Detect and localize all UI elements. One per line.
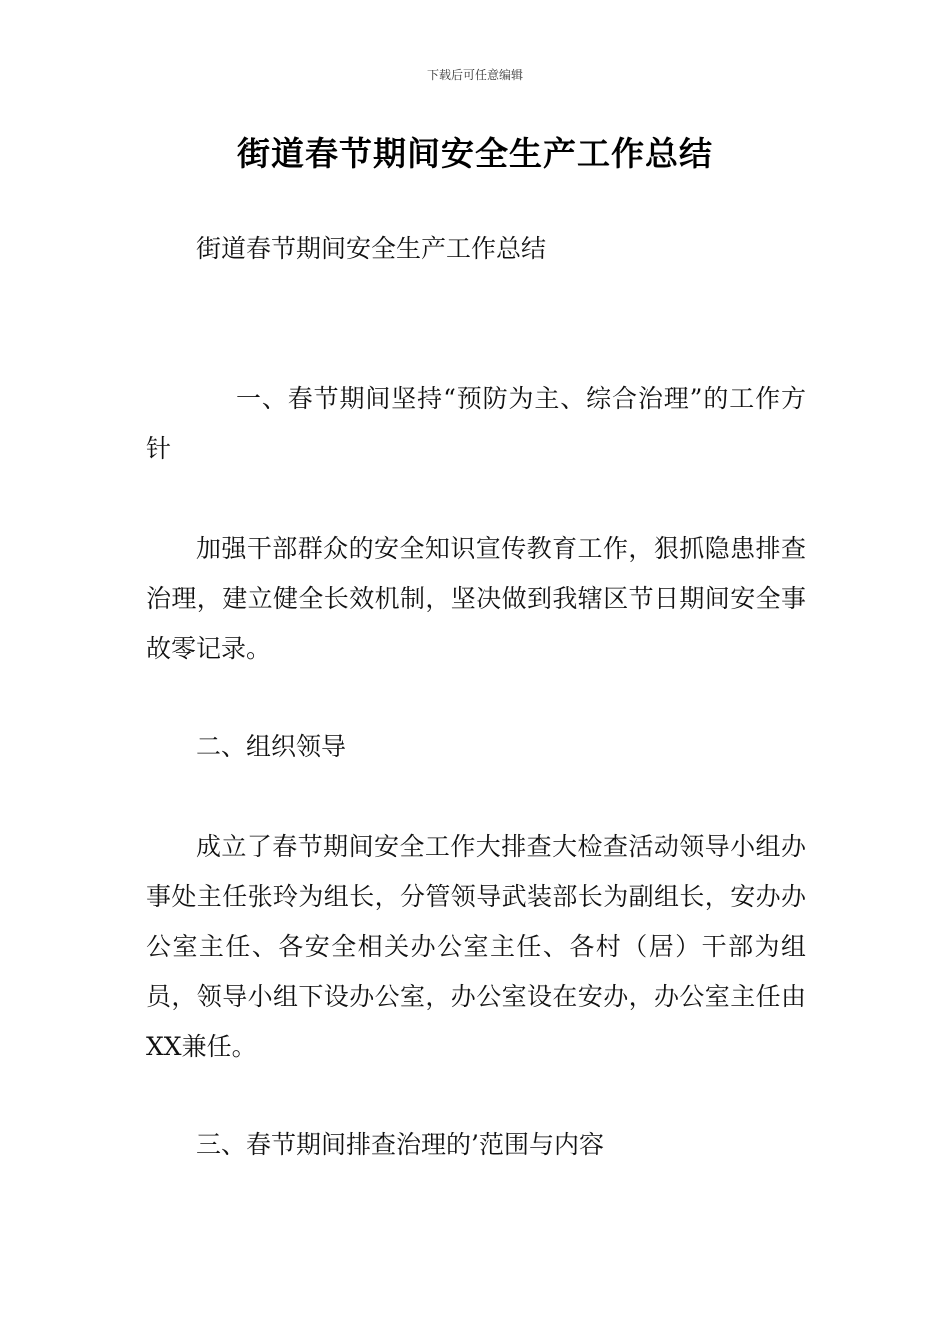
section-1-body: 加强干部群众的安全知识宣传教育工作，狠抓隐患排查治理，建立健全长效机制，坚决做到我辖区节日期间安全事故零记录。 bbox=[146, 534, 806, 663]
header-note: 下载后可任意编辑 bbox=[426, 68, 523, 82]
section-3-heading: 三、春节期间排查治理的’范围与内容 bbox=[196, 1130, 604, 1159]
section-1-heading: 一、春节期间坚持“预防为主、综合治理”的工作方针 bbox=[146, 384, 806, 463]
document-title: 街道春节期间安全生产工作总结 bbox=[237, 134, 713, 173]
section-2-body: 成立了春节期间安全工作大排查大检查活动领导小组办事处主任张玲为组长，分管领导武装部长为副组长，安办办公室主任、各安全相关办公室主任、各村（居）干部为组员，领导小组下设办公室，办公室设在安办，办公室主任由XX兼任。 bbox=[146, 832, 806, 1061]
section-2-heading: 二、组织领导 bbox=[196, 732, 347, 761]
document-subtitle: 街道春节期间安全生产工作总结 bbox=[196, 234, 547, 263]
